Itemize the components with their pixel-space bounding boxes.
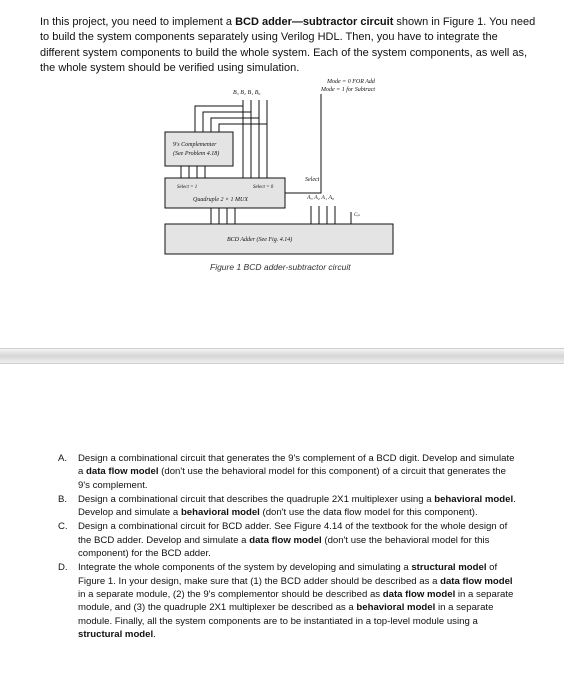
task-bold: behavioral model xyxy=(180,507,260,519)
task-text: (don't use the behavioral model for this component) for the BCD adder. xyxy=(78,534,490,560)
select-label: Select xyxy=(305,177,320,183)
b-inputs-label: B₃ B₂ B₁ B₀ xyxy=(233,90,261,96)
page-divider xyxy=(0,348,564,364)
intro-paragraph xyxy=(40,15,540,77)
bcd-adder-name: BCD Adder (See Fig. 4.14) xyxy=(227,237,293,243)
task-bold: behavioral model xyxy=(356,602,436,614)
nines-complementer-block xyxy=(165,132,233,166)
task-bold: data flow model xyxy=(382,588,456,600)
task-text: Design a combinational circuit that generates the 9's complement of a BCD digit. Develop and simulate a xyxy=(78,453,515,478)
complementer-name: 9's Complementer xyxy=(173,142,217,148)
task-d xyxy=(58,561,518,641)
task-text: in a separate module. Finally, all the system components are to be instantiated in a top-level module using a xyxy=(78,602,494,627)
mux-output-lines xyxy=(211,208,235,224)
task-bold: behavioral model xyxy=(434,493,514,505)
task-text: (don't use the data flow model for this component). xyxy=(259,507,478,519)
task-b xyxy=(58,493,518,520)
a-input-lines xyxy=(311,206,335,224)
mode-add-label: Mode = 0 FOR Add xyxy=(327,79,375,85)
mux-name: Quadruple 2 × 1 MUX xyxy=(193,197,249,203)
task-text: Integrate the whole components of the system by developing and simulating a xyxy=(78,562,412,574)
b-complementer-lines xyxy=(195,106,267,132)
task-text: in a separate module, and (3) the quadruple 2X1 multiplexer be described as a xyxy=(78,588,514,614)
intro-text: In this project, you need to implement a xyxy=(40,16,236,28)
task-letter: A. xyxy=(58,453,68,464)
task-bold: data flow model xyxy=(249,534,322,546)
quadruple-mux-block xyxy=(165,178,285,208)
task-bold: structural model xyxy=(411,562,487,574)
task-c xyxy=(58,520,518,560)
a-inputs-label: A₃ A₂ A₁ A₀ xyxy=(307,195,335,201)
complementer-reference: (See Problem 4.18) xyxy=(173,151,220,157)
task-text: of Figure 1. In your design, make sure that (1) the BCD adder should be described as a xyxy=(78,562,498,587)
task-letter: B. xyxy=(58,493,68,505)
task-text: (don't use the behavioral model for this component) of a circuit that generates the 9's complement. xyxy=(78,466,506,491)
intro-text-rest: shown in Figure 1. You need to build the system components separately using Verilog HDL. Then, you have to integrate the different system components to build the whole system. Each of the system components, as well as, the whole system should be verified using simulation. xyxy=(40,16,536,75)
task-letter: D. xyxy=(58,562,68,574)
complementer-output-lines xyxy=(181,166,205,178)
figure-caption: Figure 1 BCD adder-subtractor circuit xyxy=(210,262,351,272)
task-text: in a separate module, (2) the 9's complementor should be described as xyxy=(78,588,383,600)
task-text: Design a combinational circuit for BCD adder. See Figure 4.14 of the textbook for the whole design of the BCD adder. Develop and simulate a xyxy=(78,521,508,546)
task-bold: data flow model xyxy=(86,466,159,478)
task-bold: data flow model xyxy=(440,575,513,587)
task-a xyxy=(58,452,518,492)
mux-select-1-label: Select = 1 xyxy=(177,185,198,190)
intro-bold-term: BCD adder—subtractor circuit xyxy=(235,16,394,28)
task-bold: structural model xyxy=(78,628,154,640)
task-list xyxy=(58,452,518,642)
bcd-adder-subtractor-diagram xyxy=(145,72,415,282)
task-letter: C. xyxy=(58,521,68,533)
carry-in-label: Cᵢₙ xyxy=(354,213,361,218)
mux-select-0-label: Select = 0 xyxy=(253,185,274,190)
task-text: Design a combinational circuit that describes the quadruple 2X1 multiplexer using a xyxy=(78,493,435,505)
task-text: . xyxy=(153,628,156,640)
task-text: . Develop and simulate a xyxy=(78,493,516,519)
mode-subtract-label: Mode = 1 for Subtract xyxy=(321,87,376,93)
